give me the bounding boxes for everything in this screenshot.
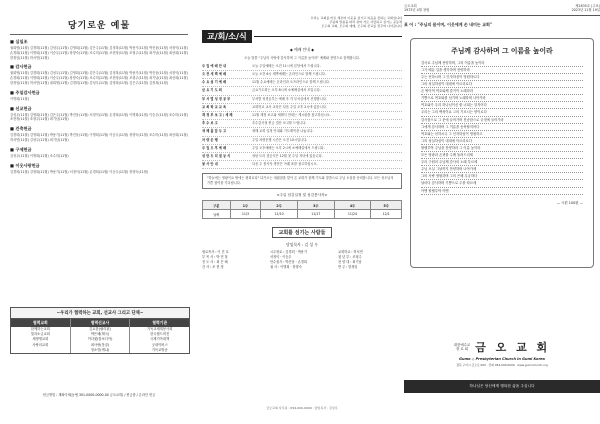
church-address: 경북 구미시 금오로 000 · 전화 054-000-0000 · www.gumochurch.org <box>456 363 548 367</box>
denomination-line: 대한예수교 <box>453 342 471 347</box>
issue-number: 제1835호 (주보) <box>575 4 600 8</box>
servant-entry: 안수집사 : 박진웅 · 손경희 <box>270 260 307 265</box>
news-item <box>202 96 402 104</box>
servant-entry: 부 목 사 : 박 민 철 <box>202 255 228 260</box>
partner-item: 굿네이버스 <box>151 342 168 347</box>
servant-entry: 시무장로 : 김경회 · 박용기 <box>270 250 307 255</box>
servant-entry: 전 도 사 : 최 은 혜 <box>202 260 228 265</box>
schedule-row <box>203 210 402 219</box>
news-item-label: 새 해 를 앞 두 고 <box>202 129 227 134</box>
servants-grid <box>202 250 402 270</box>
news-item <box>202 79 402 87</box>
psalm-lines <box>421 60 583 195</box>
psalm-line: 아멘 할렐루야 아멘 <box>421 188 583 195</box>
partner-column-header: 협력기관 <box>130 319 189 327</box>
news-item-text: 오늘 오전 6시 새벽예배는 온라인으로 함께 드립니다. <box>252 72 326 76</box>
news-item-text: 오늘 주일예배는 오전 11시에 본당에서 드립니다. <box>252 63 321 68</box>
psalm-line: 감사함으로 그 문에 들어가며 찬송함으로 궁정에 들어가라 <box>421 117 583 124</box>
psalm-line: 우리 구원의 주님께 감사의 노래 부르세 <box>421 159 583 166</box>
partner-item: 이다윗(캄보디아) <box>87 337 113 342</box>
top-note-line: 주님의 말씀을 따라 살며 서로 사랑하고 섬기는 공동체 <box>329 20 402 24</box>
schedule-cell: 5주 <box>371 201 402 210</box>
psalm-line: 주님 오실 그날까지 찬양하며 나아가세 <box>421 166 583 173</box>
psalm-line: 우리는 그의 백성이요 그의 기르시는 양이로다 <box>421 109 583 116</box>
partner-item: 김요한(필리핀) <box>89 327 111 331</box>
church-short-name: 금오교회 <box>404 4 417 8</box>
schedule-cell: 날짜 <box>203 210 231 219</box>
psalm-line: 여호와는 선하시니 그 인자하심이 영원하고 <box>421 131 583 138</box>
servant-entry: 반 주 : 한정임 <box>338 265 358 270</box>
partner-column <box>130 319 189 353</box>
partner-item: 기독교방송 <box>151 347 168 352</box>
partner-column <box>11 319 71 353</box>
partner-item: 새생명교회 <box>32 337 49 342</box>
offering-donor-list: 이명희(11월) <box>10 96 29 101</box>
schedule-cell: 11/10 <box>261 210 298 219</box>
partner-column-header: 협력선교사 <box>71 319 130 327</box>
servant-entry: 찬 양 대 : 최기남 <box>338 260 362 265</box>
offering-donor-list: 김경회(11월) 김영희(11월) 박용기(11월) 서정익(11월) 손경희(11월) 이승우(11월) 장향숙(11월) <box>10 169 149 174</box>
offerings-panel <box>0 0 198 424</box>
schedule-caption: <주일 섬김일정 및 섬김봉사자> <box>276 193 328 198</box>
news-item-text: 주일 오후예배는 오후 2시에 소예배실에서 드립니다. <box>252 145 325 150</box>
offering-section <box>10 39 188 60</box>
psalm-line: 감사로 주님께 찬양하며, 그의 이름을 높이라 <box>421 60 583 67</box>
denomination-line: 장 로 회 <box>456 347 468 351</box>
offering-section-heading: ■ 선교헌금 <box>10 105 32 111</box>
partner-column-header: 협력교회 <box>11 319 70 327</box>
news-item-label: 주 일 오 후 예 배 <box>202 145 227 150</box>
servant-entry: 서정익 · 이승우 <box>270 255 292 260</box>
psalm-box <box>410 38 594 268</box>
news-item-label: 부 서 별 성 경 공 부 <box>202 96 231 101</box>
news-item <box>202 120 402 128</box>
news-subtitle: ◆ 예배 안내 ◆ <box>289 47 315 52</box>
top-note-line: 모두의 교회, 모두의 예배, 모두의 선교를 꿈꾸며 나아갑니다 <box>321 24 402 28</box>
offering-section-heading: ■ 이웃사랑헌금 <box>10 162 40 168</box>
partner-item: 함께하는교회 <box>30 327 50 331</box>
news-item-text: 주일 차량운행 시간은 오전 10시입니다. <box>252 137 308 142</box>
partners-grid <box>11 319 189 353</box>
offering-section-heading: ■ 건축헌금 <box>10 126 32 132</box>
founded-date: 1973년 4월 창립 <box>404 8 430 13</box>
cover-panel <box>404 0 600 424</box>
news-item-label: 성 탄 트 리 점 등 식 <box>202 154 231 159</box>
offering-donor-list: 김성우(11월) 김영희(11월) 김은주(11월) 박진웅(11월) 서정익(11월) 손경희(11월) 이명희(11월) 이승우(11월) 조수미(11월) 조현정(11월) 조형주(11월) 최기남(11월) <box>10 112 188 122</box>
servants-column <box>270 250 334 270</box>
church-identity <box>404 339 600 367</box>
schedule-cell: 11/17 <box>297 210 334 219</box>
schedule-cell: 2주 <box>261 201 298 210</box>
servants-column <box>202 250 266 270</box>
schedule-cell: 12/1 <box>371 210 402 219</box>
top-note-line: 우리는 교회를 바로 세우며 이웃을 섬기고 복음을 전하는 교회입니다 <box>310 16 402 20</box>
news-item-text: 추수감사절 헌금 결산 보고를 드립니다. <box>252 121 307 126</box>
partner-item: 빛과소금교회 <box>30 332 50 337</box>
news-item-label: 재 정 부 보 고 / 세 례 <box>202 113 233 118</box>
news-item-text: 성탄 트리 점등식은 12월 첫 주일 저녁에 있습니다. <box>252 154 323 159</box>
psalm-line: 그의 성실하심이 대대에 이르리로다 <box>421 138 583 145</box>
news-item-text: 금요기도회는 오후 8시에 소예배실에서 모입니다. <box>252 88 321 93</box>
psalm-reference: — 시편 100편 — <box>556 200 583 205</box>
news-item-label: 차 량 운 행 <box>202 137 218 142</box>
servants-title: 교회를 섬기는 사람들 <box>272 227 333 238</box>
notice-quote: "하늘에는 영광이요 땅에는 평화로다" 다가오는 대림절을 맞아 온 교회가 함께 기도와 말씀으로 주님 오심을 준비합니다. 모든 성도님의 기쁜 참여를 기다립니다. <box>202 173 402 189</box>
partner-item: 한국월드비전 <box>150 332 170 337</box>
church-english-name: Gumo ◇ Presbyterian Church in Gumi Korea <box>459 357 545 361</box>
offering-section-heading: ■ 주일감사헌금 <box>10 89 40 95</box>
news-footer: 금오교회 사무실 : 054-000-0000 · 담임목사 : 김성우 <box>266 406 338 410</box>
offering-donor-list: 권희영(11월) 김경회(11월) 김성우(11월) 김영희(11월) 김은주(11월) 김정복(11월) 박용기(11월) 박진웅(11월) 서정익(11월) 손경희(11월) 이명희(11월) 이승우(11월) 장향숙(11월) 조수미(11월) 조현정(11월) 조형주(11월) 최기남(11월) 최선희(11월) 한정임(11월) 허서연(11월) 권희영(11월) 김경회(11월) 김성우(11월) 김영희(11월) 김은주(11월) 김정복(11월) <box>10 71 188 85</box>
denomination <box>454 343 470 352</box>
news-item <box>202 153 402 161</box>
news-item <box>202 137 402 145</box>
offering-section <box>10 106 188 123</box>
news-item <box>202 112 402 120</box>
news-item-label: 수 요 섬 기 예 배 <box>202 80 227 85</box>
issue-date: 2023년 11월 19일 <box>571 8 600 13</box>
news-panel <box>202 0 402 424</box>
news-item-label: 금 요 기 도 회 <box>202 88 222 93</box>
schedule-cell: 3주 <box>297 201 334 210</box>
servant-entry: 청 년 부 : 조형주 <box>338 255 362 260</box>
news-list <box>202 63 402 170</box>
partner-column <box>71 319 131 353</box>
news-item-label: 오 전 새 벽 예 배 <box>202 72 227 76</box>
psalm-line: 그에게 감사하며 그 이름을 송축할지어다 <box>421 124 583 131</box>
news-item-text: 부서별 성경공부는 예배 후 각 부서실에서 진행합니다. <box>252 96 327 101</box>
news-title: 교/회/소/식 <box>202 30 252 43</box>
servant-entry: 권 사 : 이명희 · 장향숙 <box>270 265 302 270</box>
offering-sections <box>0 39 198 174</box>
offering-donor-list: 김성우(11월) 이명희(11월) 조수미(11월) <box>10 153 69 158</box>
partner-item: 박은혜(태국) <box>90 332 110 337</box>
offering-section <box>10 64 188 85</box>
psalm-line: 그의 성실하심이 대대에 이르리로다 <box>421 81 583 88</box>
psalm-line: 모든 영광과 존귀를 주께 돌려드리세 <box>421 152 583 159</box>
servant-entry: 교회학교 : 허서연 <box>338 250 363 255</box>
bulletin-header <box>404 4 600 13</box>
psalm-line: 주는 선하시며 그 인자하심이 영원하도다 <box>421 74 583 81</box>
servant-entry: 원로목사 : 이 진 호 <box>202 250 229 255</box>
partner-item: 최사랑(몽골) <box>90 342 110 347</box>
senior-pastor: 담임목사 : 김 성 우 <box>286 242 318 248</box>
offering-section <box>10 163 188 175</box>
partner-item: 국제기아대책 <box>150 337 170 342</box>
news-item <box>202 87 402 95</box>
news-item <box>202 128 402 136</box>
schedule-cell: 4주 <box>334 201 371 210</box>
partner-item: 사랑의교회 <box>32 342 49 347</box>
partner-item: 기독교세계봉사회 <box>146 327 173 331</box>
offering-section <box>10 126 188 143</box>
news-item <box>202 145 402 153</box>
servants-heading <box>202 227 402 238</box>
church-name-row <box>404 339 600 355</box>
issue-info <box>572 4 600 13</box>
news-item <box>202 71 402 79</box>
news-item-text: 11월 재정 보고와 세례식 안내는 게시판을 참고하십시오. <box>252 113 331 118</box>
offering-section-heading: ■ 감사헌금 <box>10 64 32 70</box>
news-item-label: 교 회 학 교 교 육 <box>202 104 227 109</box>
news-item <box>202 63 402 71</box>
partner-item: 정소망(케냐) <box>90 347 110 352</box>
schedule-cell: 11/24 <box>334 210 371 219</box>
offering-section <box>10 90 188 102</box>
offering-footnote: 헌금방법 : 계좌이체(농협 301-0000-0000-00 금오교회) / 헌금함 / 온라인 헌금 <box>42 393 156 397</box>
partners-title: ~우리가 협력하는 교회, 선교사 그리고 단체~ <box>11 308 189 319</box>
servant-entry: 간 사 : 조 현 정 <box>202 265 224 270</box>
news-banner <box>202 30 402 43</box>
church-theme: 표 어 : "주님의 몸이며, 이웃에게 손 내미는 교회" <box>404 15 600 28</box>
news-item <box>202 104 402 112</box>
offering-section <box>10 147 188 159</box>
church-name: 금 오 교 회 <box>475 341 551 354</box>
news-intro: 오늘 말씀 "주님의 사랑에 감사하며 그 이름을 높이라" 예배와 찬양으로 함께합니다. <box>244 56 360 60</box>
psalm-line: 할렐루야 주님을 찬양하라 그 이름 높이라 <box>421 145 583 152</box>
psalm-line: 온 땅이여 여호와께 즐거이 노래하라 <box>421 88 583 95</box>
psalm-title: 주님께 감사하며 그 이름을 높이라 <box>451 46 553 55</box>
psalm-line: 날마다 감사하며 기쁨으로 주를 따르세 <box>421 180 583 187</box>
psalm-line: 그의 사랑 영원하며 그의 은혜 무궁하다 <box>421 173 583 180</box>
top-note <box>202 16 402 28</box>
divider <box>254 36 402 37</box>
offering-section-heading: ■ 십일조 <box>10 39 28 44</box>
offerings-title: 당기로운 예물 <box>67 21 131 31</box>
news-item-label: 봉 사 안 내 <box>202 162 218 167</box>
motto-band: 하나님은 당신에게 행복한 삶을 주십니다 <box>404 380 600 393</box>
news-item-label: 추 수 보 고 <box>202 121 218 126</box>
schedule-cell: 1주 <box>230 201 261 210</box>
schedule-table <box>202 200 402 219</box>
partners-box <box>10 307 190 354</box>
schedule-cell: 구분 <box>203 201 231 210</box>
church-info <box>404 4 429 13</box>
psalm-line: 여호와가 우리 하나님이신 줄 너희는 알지어다 <box>421 102 583 109</box>
schedule-cell: 11/3 <box>230 210 261 219</box>
offering-donor-list: 권희영(11월) 김경회(11월) 김성우(11월) 김영희(11월) 김은주(11월) 김정복(11월) 박용기(11월) 박진웅(11월) 서정익(11월) 손경희(11월) 이명희(11월) 이승우(11월) 장향숙(11월) 조수미(11월) 조현정(11월) 조형주(11월) 최기남(11월) 최선희(11월) 한정임(11월) 허서연(11월) <box>10 46 188 60</box>
servants-column <box>338 250 402 270</box>
news-item-text: 새해 교회 일정 안내와 기도제목을 나눕니다. <box>252 129 314 134</box>
psalm-line: 기쁨으로 여호와를 섬기며 노래하며 나아가라 <box>421 95 583 102</box>
news-item-label: 주 일 예 배 안 내 <box>202 63 227 68</box>
news-item <box>202 161 402 169</box>
psalm-line: 그가 베푼 일을 생각하며 찬양하라 <box>421 67 583 74</box>
offering-donor-list: 김경회(11월) 김영희(11월) 박용기(11월) 박진웅(11월) 이명희(11월) 이승우(11월) 장향숙(11월) 조수미(11월) 최선희(11월) 허서연(11월) 김성우(11월) 최기남(11월) <box>10 133 188 142</box>
news-item-text: 11월 수요예배는 온라인과 오프라인으로 함께 드립니다. <box>252 80 330 85</box>
divider <box>10 34 188 35</box>
news-item-text: 교회학교 교사 교육은 다음 주일 오후 2시에 있습니다. <box>252 104 327 109</box>
offering-section-heading: ■ 구제헌금 <box>10 146 32 152</box>
news-item-text: 다음 주 봉사자 명단은 아래 표를 참고하십시오. <box>252 162 318 167</box>
schedule-row <box>203 201 402 210</box>
